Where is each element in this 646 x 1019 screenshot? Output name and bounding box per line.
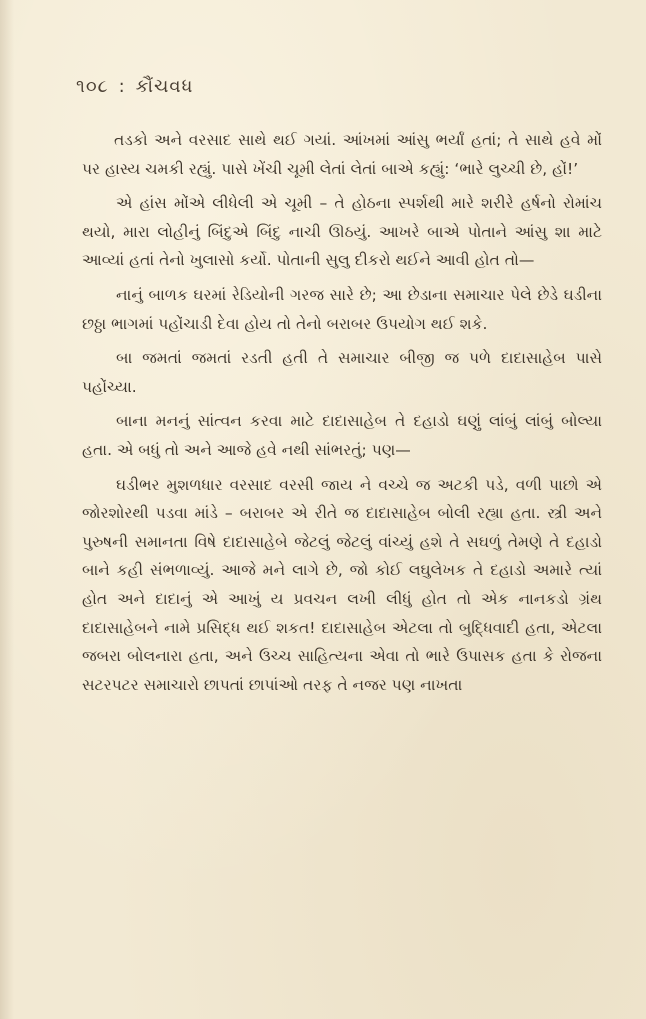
paragraph: બાના મનનું સાંત્વન કરવા માટે દાદાસાહેબ તે દહાડો ઘણું લાંબું લાંબું બોલ્યા હતા. એ બધું તો અને આજે હવે નથી સાંભરતું; પણ— <box>82 412 602 459</box>
header-separator: : <box>118 76 126 97</box>
page-number: ૧૦૮ <box>76 76 109 97</box>
page-edge-shadow <box>0 0 14 1019</box>
paragraph: તડકો અને વરસાદ સાથે થઈ ગયાં. આંખમાં આંસુ ભર્યાં હતાં; તે સાથે હવે મોં પર હાસ્ય ચમકી રહ્યું. પાસે ખેંચી ચૂમી લેતાં લેતાં બાએ કહ્યું: ‘ભારે લુચ્ચી છે, હોં!’ <box>82 131 602 178</box>
chapter-title: કૌંચવધ <box>135 76 194 97</box>
paragraph: બા જમતાં જમતાં રડતી હતી તે સમાચાર બીજી જ પળે દાદાસાહેબ પાસે પહોંચ્યા. <box>82 349 602 396</box>
paragraph: નાનું બાળક ઘરમાં રેડિયોની ગરજ સારે છે; આ છેડાના સમાચાર પેલે છેડે ઘડીના છઠ્ઠા ભાગમાં પહોંચાડી દેવા હોય તો તેનો બરાબર ઉપયોગ થઈ શકે. <box>82 285 602 333</box>
running-header <box>76 76 193 97</box>
body-text <box>82 126 602 705</box>
paragraph: ઘડીભર મુશળધાર વરસાદ વરસી જાય ને વચ્ચે જ અટકી પડે, વળી પાછો એ જોરશોરથી પડવા માંડે – બરાબર એ રીતે જ દાદાસાહેબ બોલી રહ્યા હતા. સ્ત્રી અને પુરુષની સમાનતા વિષે દાદાસાહેબે જેટલું જેટલું વાંચ્યું હશે તે સઘળું તેમણે તે દહાડો બાને કહી સંભળાવ્યું. આજે મને લાગે છે, જો કોઈ લઘુલેખક તે દહાડો અમારે ત્યાં હોત અને દાદાનું એ આખું ય પ્રવચન લખી લીધું હોત તો એક નાનકડો ગ્રંથ દાદાસાહેબને નામે પ્રસિદ્ધ થઈ શકત! દાદાસાહેબ એટલા તો બુદ્ધિવાદી હતા, એટલા જબરા બોલનારા હતા, અને ઉચ્ચ સાહિત્યના એવા તો ભારે ઉપાસક હતા કે રોજના સટરપટર સમાચારો છાપતાં છાપાંઓ તરફ તે નજર પણ નાખતા <box>82 475 602 694</box>
paragraph: એ હાંસ મોંએ લીધેલી એ ચૂમી – તે હોઠના સ્પર્શથી મારે શરીરે હર્ષનો રોમાંચ થયો, મારા લોહીનું બિંદુએ બિંદુ નાચી ઊઠયું. આખરે બાએ પોતાને આંસુ શા માટે આવ્યાં હતાં તેનો ખુલાસો કર્યો. પોતાની સુલુ દીકરો થઈને આવી હોત તો— <box>82 194 602 270</box>
